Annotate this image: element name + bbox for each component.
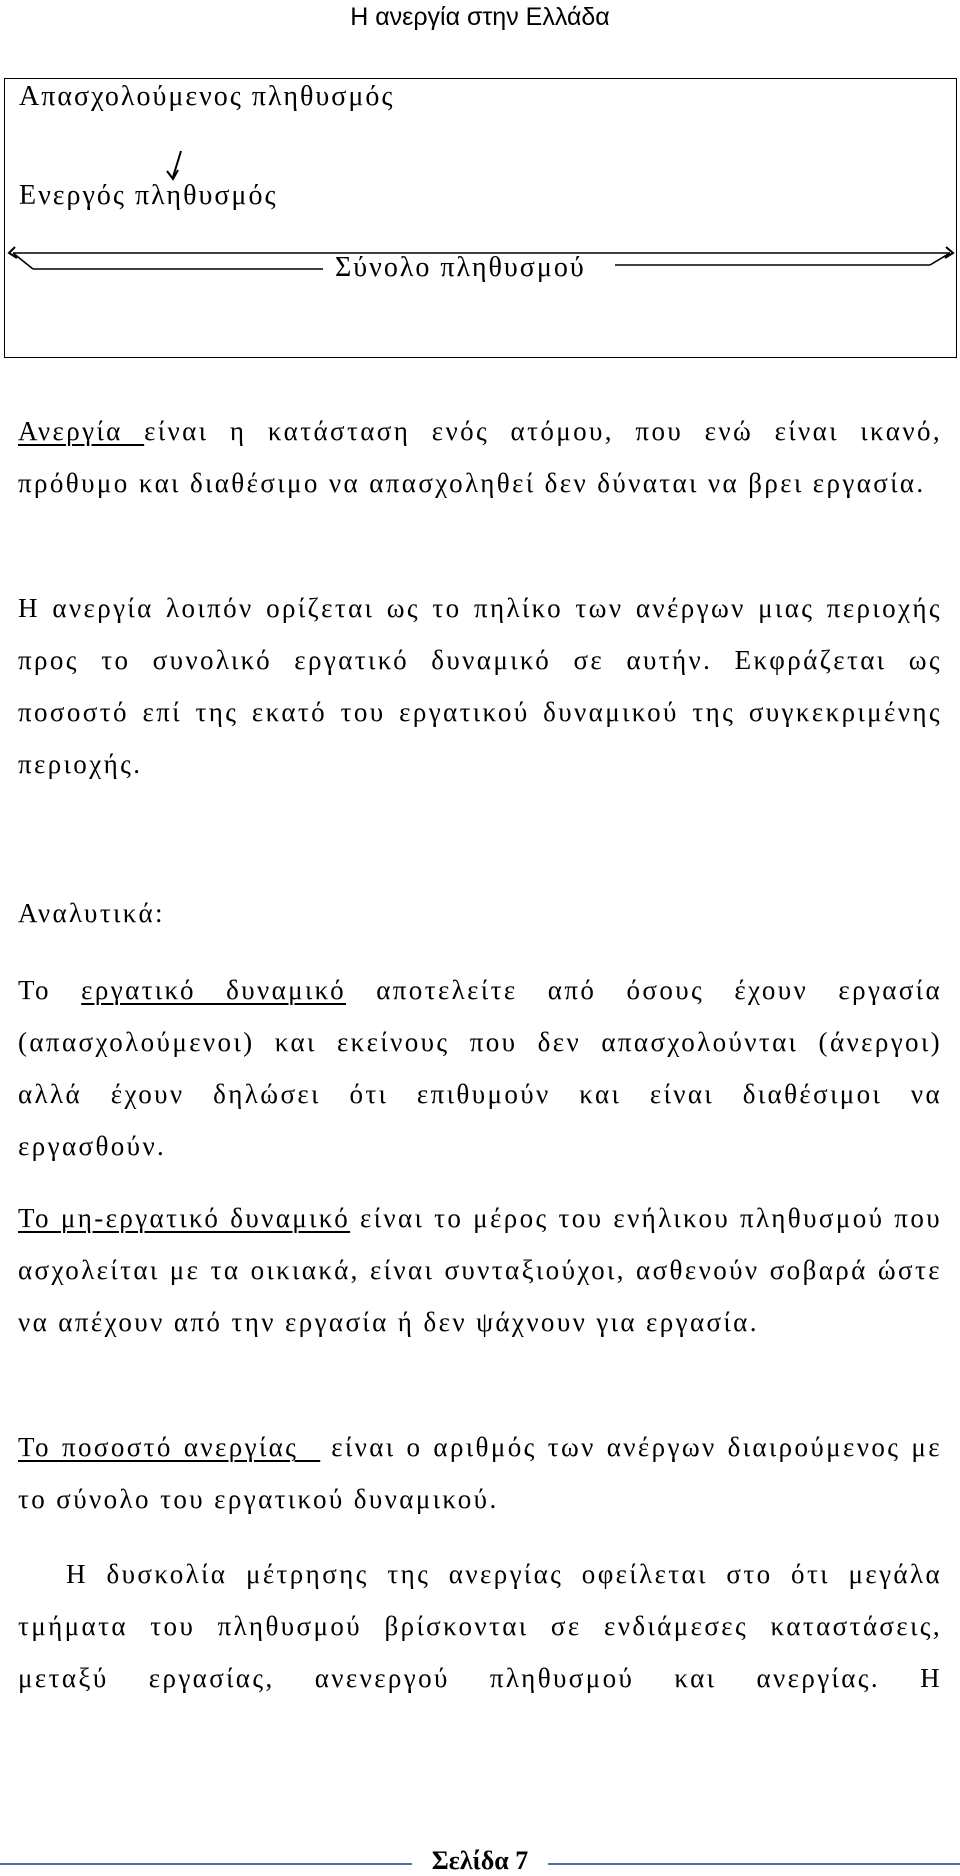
page-footer bbox=[0, 1848, 960, 1876]
employed-population-label: Απασχολούμενος πληθυσμός bbox=[19, 81, 395, 112]
non-labor-force-term: Το μη-εργατικό δυναμικό bbox=[18, 1203, 351, 1233]
non-labor-force-paragraph bbox=[18, 1192, 942, 1348]
left-bracket-diagonal bbox=[13, 253, 33, 269]
unemployment-rate-text: είναι ο αριθμός των ανέργων διαιρούμενος με το σύνολο του εργατικού δυναμικού. bbox=[18, 1432, 942, 1514]
unemployment-definition bbox=[18, 405, 942, 509]
population-diagram bbox=[4, 78, 957, 358]
unemployment-rate-term: Το ποσοστό ανεργίας bbox=[18, 1432, 321, 1462]
page-number: Σελίδα 7 bbox=[431, 1846, 529, 1875]
page-header: Η ανεργία στην Ελλάδα bbox=[350, 3, 610, 31]
total-population-label: Σύνολο πληθυσμού bbox=[335, 252, 586, 283]
labor-force-text: αποτελείτε από όσους έχουν εργασία (απασχολούμενοι) και εκείνους που δεν απασχολούνται (άνεργοι) αλλά έχουν δηλώσει ότι επιθυμούν και είναι διαθέσιμοι να εργασθούν. bbox=[18, 975, 942, 1161]
labor-force-paragraph bbox=[18, 964, 942, 1172]
labor-force-term: εργατικό δυναμικό bbox=[81, 975, 346, 1005]
right-bracket-diagonal bbox=[930, 253, 950, 265]
footer-line-right bbox=[548, 1863, 960, 1865]
diagram-arrows bbox=[5, 79, 958, 359]
analytic-label: Αναλυτικά: bbox=[18, 898, 165, 928]
footer-line-left bbox=[0, 1863, 412, 1865]
unemployment-definition-text: είναι η κατάσταση ενός ατόμου, που ενώ είναι ικανό, πρόθυμο και διαθέσιμο να απασχοληθεί δεν δύναται να βρει εργασία. bbox=[18, 416, 942, 498]
unemployment-ratio-paragraph: Η ανεργία λοιπόν ορίζεται ως το πηλίκο των ανέργων μιας περιοχής προς το συνολικό εργατικό δυναμικό σε αυτήν. Εκφράζεται ως ποσοστό επί της εκατό του εργατικού δυναμικού της συγκεκριμένης περιοχής. bbox=[18, 593, 942, 779]
active-population-label: Ενεργός πληθυσμός bbox=[19, 180, 278, 211]
labor-force-prefix: Το bbox=[18, 975, 82, 1005]
measurement-difficulty-paragraph: Η δυσκολία μέτρησης της ανεργίας οφείλεται στο ότι μεγάλα τμήματα του πληθυσμού βρίσκονται σε ενδιάμεσες καταστάσεις, μεταξύ εργασίας, ανενεργού πληθυσμού και ανεργίας. Η bbox=[18, 1559, 942, 1693]
unemployment-rate-paragraph bbox=[18, 1421, 942, 1525]
unemployment-term: Ανεργία bbox=[18, 416, 145, 446]
employed-arrow-head bbox=[167, 170, 178, 179]
non-labor-force-text: είναι το μέρος του ενήλικου πληθυσμού που ασχολείται με τα οικιακά, είναι συνταξιούχοι, ασθενούν σοβαρά ώστε να απέχουν από την εργασία ή δεν ψάχνουν για εργασία. bbox=[18, 1203, 942, 1337]
